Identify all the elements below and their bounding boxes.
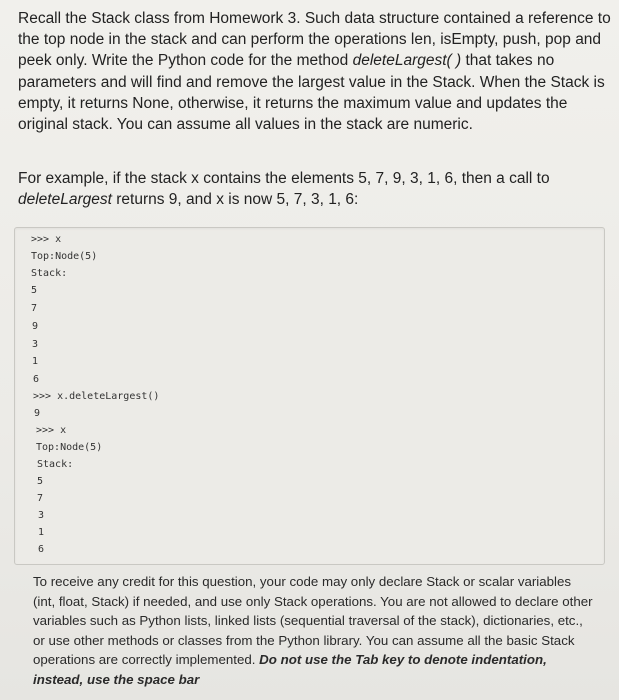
example-text: For example, if the stack x contains the elements 5, 7, 9, 3, 1, 6, then a call to — [18, 170, 550, 187]
requirements-text: To receive any credit for this question, your code may only declare Stack or scalar variables (int, float, Stack) if needed, and use only Stack operations. You are not allowed to declare other variables such as Python lists, linked lists (sequential traversal of the stack), dictionaries, etc., or use other methods or classes from the Python library. You can assume all the basic Stack operations are correctly implemented. — [33, 574, 593, 667]
code-line: 7 — [37, 493, 44, 504]
code-line: 5 — [31, 285, 38, 296]
code-line: 6 — [38, 544, 45, 555]
code-line: Top:Node(5) — [31, 251, 98, 262]
code-line: 6 — [33, 374, 40, 385]
code-line: >>> x.deleteLargest() — [33, 391, 160, 402]
code-line: 9 — [34, 408, 41, 419]
question-paragraph — [18, 8, 614, 135]
code-line: 1 — [38, 527, 45, 538]
code-line: 1 — [32, 356, 39, 367]
code-line: 9 — [32, 321, 39, 332]
code-line: 3 — [32, 339, 39, 350]
code-line: Stack: — [37, 459, 74, 470]
question-text: Recall the Stack class from Homework 3. Such data structure contained a reference to the top node in the stack and can perform the operations len, isEmpty, push, pop and peek only. Write the Python code for the method — [18, 10, 611, 70]
question-text-rest: that takes no parameters and will find and remove the largest value in the Stack. When the Stack is empty, it returns None, otherwise, it returns the maximum value and updates the original stack. You can assume all values in the stack are numeric. — [18, 52, 605, 134]
example-method-name: deleteLargest — [18, 191, 112, 209]
example-text-rest: returns 9, and x is now 5, 7, 3, 1, 6: — [111, 191, 359, 209]
code-example-box — [14, 227, 605, 565]
code-line: Stack: — [31, 268, 68, 279]
code-line: 7 — [31, 303, 38, 314]
requirements-emphasis: Do not use the Tab key to denote indentation, instead, use the space bar — [33, 652, 547, 687]
code-line: >>> x — [36, 425, 67, 436]
example-paragraph — [18, 168, 608, 210]
code-line: >>> x — [31, 234, 62, 245]
code-line: Top:Node(5) — [36, 442, 103, 453]
code-line: 5 — [37, 476, 44, 487]
requirements-paragraph — [33, 572, 593, 689]
method-name: deleteLargest( ) — [352, 52, 462, 70]
code-line: 3 — [38, 510, 45, 521]
